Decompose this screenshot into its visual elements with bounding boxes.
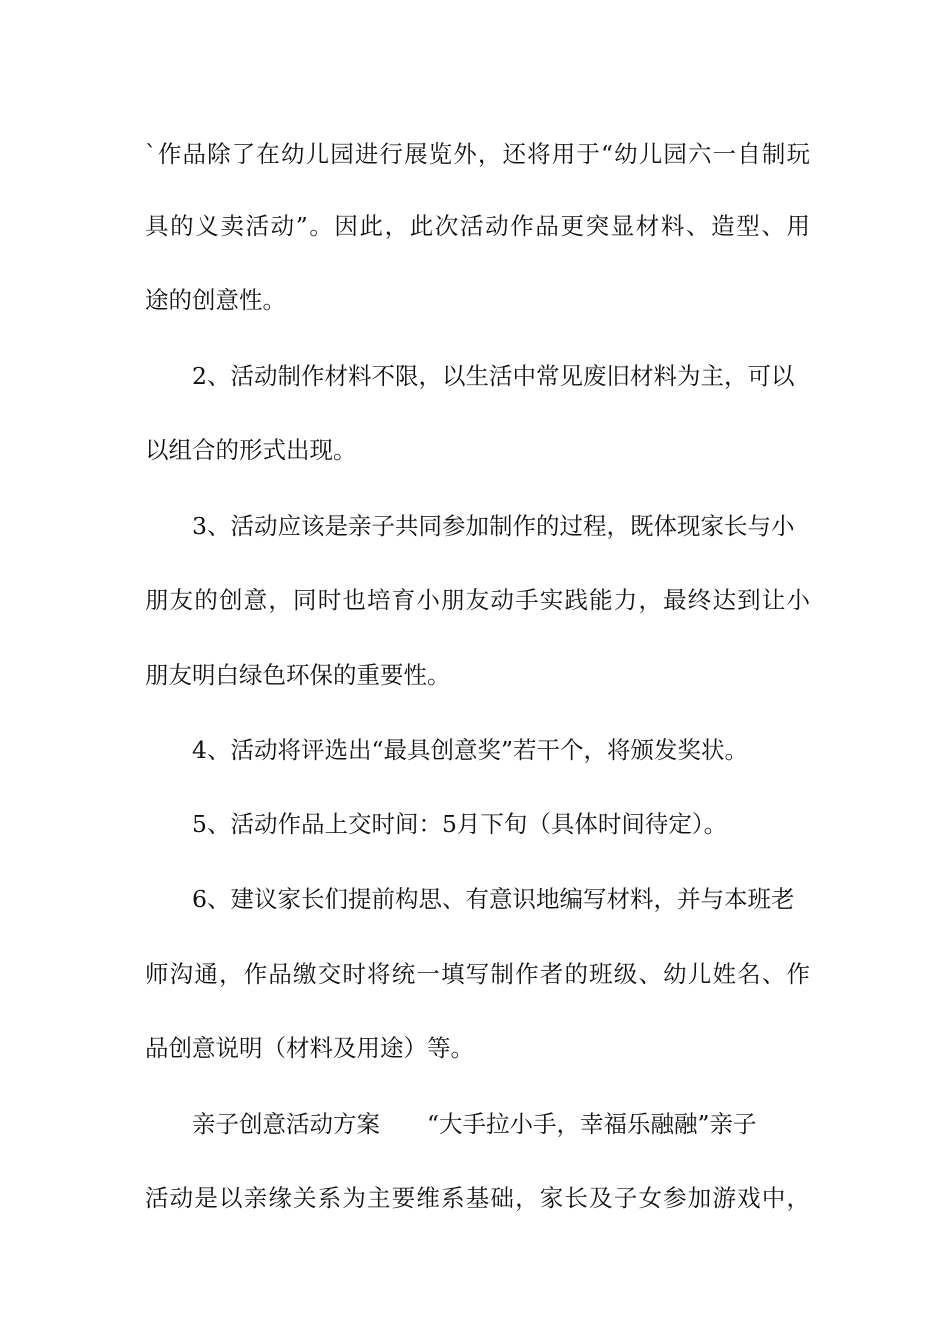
text-line: 3、活动应该是亲子共同参加制作的过程，既体现家长与小 <box>192 512 795 540</box>
text-line: 5、活动作品上交时间：5月下旬（具体时间待定）。 <box>192 810 728 838</box>
text-line: `作品除了在幼儿园进行展览外，还将用于“幼儿园六一自制玩 <box>145 140 810 168</box>
text-line: 以组合的形式出现。 <box>145 436 357 464</box>
text-line: 朋友的创意，同时也培育小朋友动手实践能力，最终达到让小 <box>145 586 810 614</box>
text-line: 师沟通，作品缴交时将统一填写制作者的班级、幼儿姓名、作 <box>145 960 810 988</box>
text-line: 活动是以亲缘关系为主要维系基础，家长及子女参加游戏中， <box>145 1184 810 1212</box>
text-line: 途的创意性。 <box>145 286 286 314</box>
text-line: 4、活动将评选出“最具创意奖”若干个，将颁发奖状。 <box>192 736 748 764</box>
text-line: 具的义卖活动”。因此，此次活动作品更突显材料、造型、用 <box>145 212 810 240</box>
text-line: 亲子创意活动方案 “大手拉小手，幸福乐融融”亲子 <box>192 1110 757 1138</box>
text-line: 6、建议家长们提前构思、有意识地编写材料，并与本班老 <box>192 885 795 913</box>
text-line: 品创意说明（材料及用途）等。 <box>145 1034 474 1062</box>
text-line: 2、活动制作材料不限，以生活中常见废旧材料为主，可以 <box>192 362 795 390</box>
text-line: 朋友明白绿色环保的重要性。 <box>145 661 451 689</box>
